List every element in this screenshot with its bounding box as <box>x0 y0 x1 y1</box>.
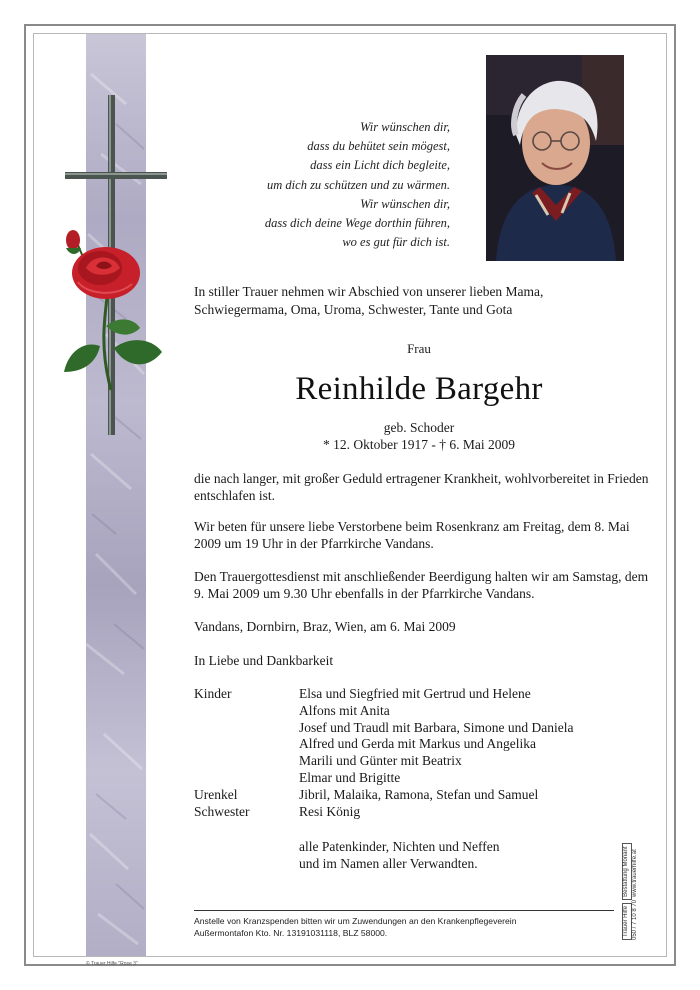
closing-line: alle Patenkinder, Nichten und Neffen <box>299 839 500 854</box>
paragraph-funeral-service: Den Trauergottesdienst mit anschließender Beerdigung halten wir am Samstag, dem 9. Mai 2009 um 9.30 Uhr ebenfalls in der Pfarrkirche Vandans. <box>194 569 649 601</box>
paragraph-rosary: Wir beten für unsere liebe Verstorbene beim Rosenkranz am Freitag, dem 8. Mai 2009 um 19 Uhr in der Pfarrkirche Vandans. <box>194 519 630 551</box>
family-names <box>299 686 573 787</box>
birth-info <box>194 419 644 453</box>
poem-line: wo es gut für dich ist. <box>342 235 450 250</box>
poem-line: dass dich deine Wege dorthin führen, <box>264 216 450 231</box>
image-credit: © Trauer Hilfe "Rose 3" <box>86 961 138 967</box>
place-date-line: Vandans, Dornbirn, Braz, Wien, am 6. Mai 2009 <box>194 619 456 634</box>
donation-note <box>194 915 516 939</box>
rose-bud <box>66 230 81 254</box>
donation-line: Außermontafon Kto. Nr. 13191031118, BLZ 58000. <box>194 928 388 938</box>
family-member: Marili und Günter mit Beatrix <box>299 753 462 769</box>
intro-text: In stiller Trauer nehmen wir Abschied von unserer lieben Mama, Schwiegermama, Oma, Uroma, Schwester, Tante und Gota <box>194 284 544 317</box>
family-group-urenkel <box>194 787 573 804</box>
family-member: Josef und Traudl mit Barbara, Simone und Daniela <box>299 719 574 735</box>
closing-line: und im Namen aller Verwandten. <box>299 856 478 871</box>
poem-line: um dich zu schützen und zu wärmen. <box>267 177 450 192</box>
maiden-name: geb. Schoder <box>383 420 455 435</box>
family-list <box>194 686 573 820</box>
family-member: Elmar und Brigitte <box>299 769 401 785</box>
poem-line: Wir wünschen dir, <box>360 120 450 134</box>
rose-leaf <box>114 340 162 364</box>
family-member: Resi König <box>299 803 361 819</box>
donation-line: Anstelle von Kranzspenden bitten wir um Zuwendungen an den Krankenpflegeverein <box>194 916 517 926</box>
family-label: Schwester <box>194 803 250 819</box>
family-member: Alfred und Gerda mit Markus und Angelika <box>299 736 536 752</box>
imprint-service: Bestattung Monant <box>622 844 632 900</box>
portrait-photo <box>486 55 624 261</box>
family-label: Urenkel <box>194 786 238 802</box>
family-group-kinder <box>194 686 573 787</box>
gratitude-line: In Liebe und Dankbarkeit <box>194 653 334 668</box>
poem-line: dass ein Licht dich begleite, <box>310 158 450 173</box>
family-names <box>299 787 538 804</box>
poem-line: Wir wünschen dir, <box>360 196 450 211</box>
family-member: Jibril, Malaika, Ramona, Stefan und Samuel <box>299 786 539 802</box>
imprint-company: Trauer Hilfe <box>622 903 632 940</box>
footer-divider <box>194 910 614 911</box>
life-dates: * 12. Oktober 1917 - † 6. Mai 2009 <box>323 437 515 452</box>
poem-line: dass du behütet sein mögest, <box>307 139 450 154</box>
title-prefix: Frau <box>407 341 431 356</box>
paragraph-peaceful-passing: die nach langer, mit großer Geduld ertragener Krankheit, wohlvorbereitet in Frieden entschlafen ist. <box>194 471 649 503</box>
family-member: Elsa und Siegfried mit Gertrud und Helene <box>299 686 531 701</box>
family-group-schwester <box>194 804 573 821</box>
rose-leaf <box>64 344 100 372</box>
deceased-name: Reinhilde Bargehr <box>295 371 543 407</box>
rose-flower <box>72 247 140 299</box>
family-member: Alfons mit Anita <box>299 702 390 718</box>
family-names <box>299 804 360 821</box>
imprint-phone: 050 / 7 10 8 70 <box>631 899 638 940</box>
cross-and-rose <box>56 90 172 440</box>
closing-lines <box>299 838 500 872</box>
imprint <box>622 844 639 941</box>
poem <box>265 118 450 252</box>
imprint-web: www.trauerhilfe.at <box>631 849 638 897</box>
family-label: Kinder <box>194 686 232 701</box>
